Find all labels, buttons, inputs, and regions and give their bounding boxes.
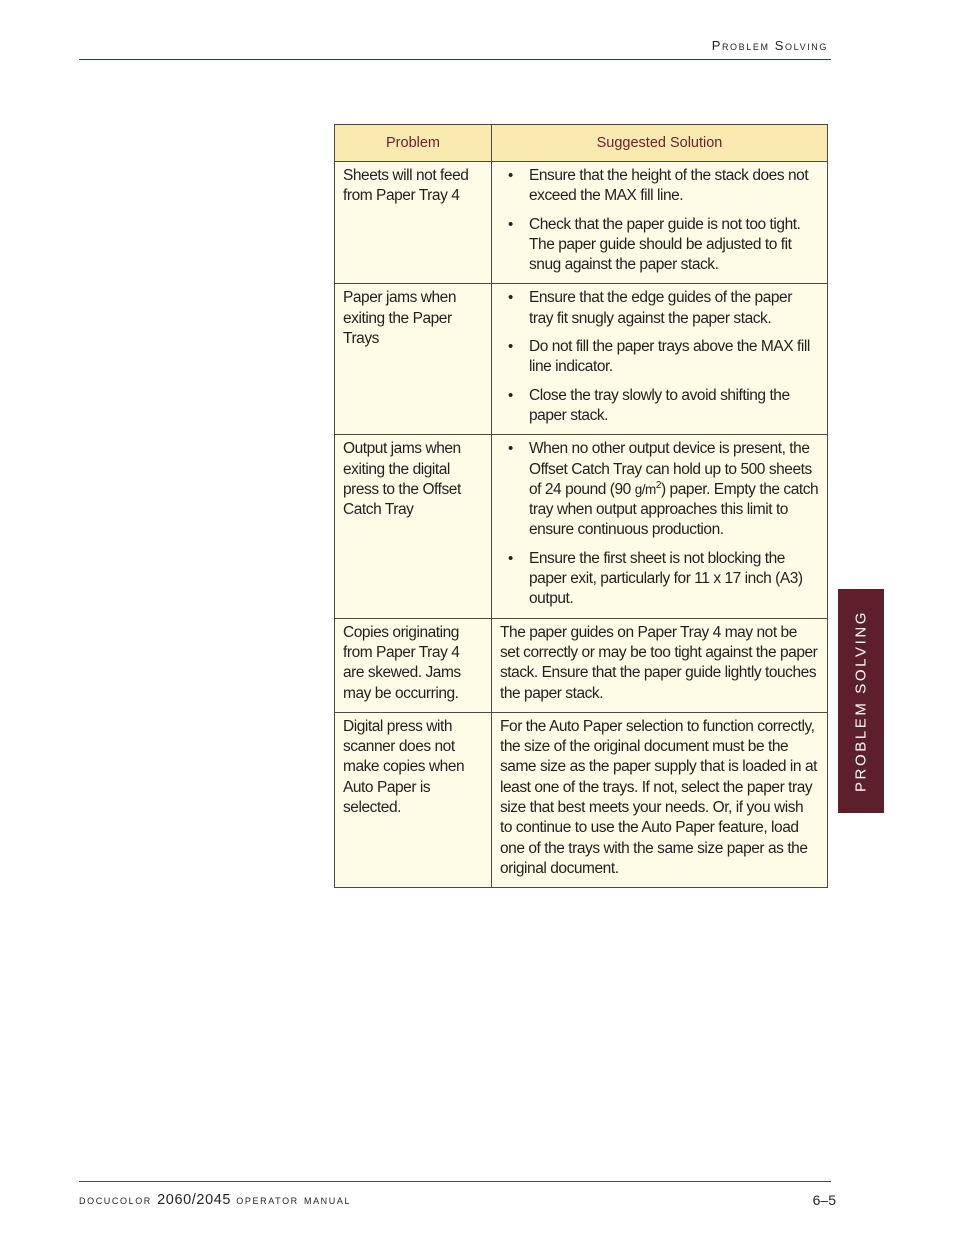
- unit-text: g/m: [634, 481, 656, 497]
- bullet-icon: •: [508, 167, 513, 184]
- list-item: • Ensure the first sheet is not blocking the paper exit, particularly for 11 x 17 inch (A3) output.: [508, 549, 803, 608]
- problem-solution-table: [334, 124, 828, 888]
- solution-cell: [492, 712, 828, 887]
- table-row: [335, 284, 828, 435]
- table-header-row: [335, 125, 828, 162]
- bullet-icon: •: [508, 386, 513, 404]
- solution-list: [500, 288, 819, 426]
- table-row: [335, 162, 828, 284]
- table-row: [335, 712, 828, 887]
- list-item: • Ensure that the edge guides of the paper tray fit snugly against the paper stack.: [508, 289, 792, 327]
- footer-brand: docucolor: [79, 1192, 152, 1207]
- problem-cell: [335, 712, 492, 887]
- list-item: • Close the tray slowly to avoid shifting the paper stack.: [508, 386, 790, 424]
- problem-text: Copies originating from Paper Tray 4 are skewed. Jams may be occurring.: [343, 623, 461, 702]
- column-header-problem: Problem: [335, 125, 492, 162]
- solution-cell: [492, 284, 828, 435]
- footer-rule: [79, 1181, 831, 1182]
- problem-cell: [335, 435, 492, 618]
- list-item: • Do not fill the paper trays above the MAX fill line indicator.: [508, 338, 810, 376]
- solution-cell: [492, 618, 828, 712]
- bullet-icon: •: [508, 289, 513, 307]
- solution-list: [500, 439, 819, 609]
- footer-manual: operator manual: [236, 1192, 352, 1207]
- running-header: Problem Solving: [711, 38, 828, 53]
- superscript: 2: [655, 479, 661, 491]
- section-tab-label: PROBLEM SOLVING: [852, 609, 870, 793]
- section-tab: [838, 589, 884, 813]
- page-number: 6–5: [812, 1192, 836, 1208]
- solution-cell: [492, 435, 828, 618]
- problem-cell: [335, 162, 492, 284]
- problem-cell: [335, 284, 492, 435]
- solution-text: The paper guides on Paper Tray 4 may not be set correctly or may be too tight against the paper stack. Ensure that the paper guide lightly touches the paper stack.: [500, 623, 818, 702]
- solution-text: For the Auto Paper selection to function correctly, the size of the original document must be the same size as the paper supply that is loaded in at least one of the trays. If not, select the paper tray size that best meets your needs. Or, if you wish to continue to use the Auto Paper feature, load one of the trays with the same size paper as the original document.: [500, 717, 817, 877]
- problem-text: Paper jams when exiting the Paper Trays: [343, 289, 457, 348]
- table-row: [335, 618, 828, 712]
- bullet-icon: •: [508, 440, 513, 458]
- header-rule: [79, 59, 831, 60]
- bullet-icon: •: [508, 338, 513, 356]
- bullet-icon: •: [508, 549, 513, 567]
- list-item: • When no other output device is present, the Offset Catch Tray can hold up to 500 sheets of 24 pound (90 $g/m^2$) paper. Empty the catch tray when output approaches this limit to ensure continuous production.: [508, 440, 819, 539]
- problem-cell: [335, 618, 492, 712]
- solution-cell: [492, 162, 828, 284]
- problem-text: Output jams when exiting the digital press to the Offset Catch Tray: [343, 440, 461, 519]
- list-item: • Check that the paper guide is not too tight. The paper guide should be adjusted to fit snug against the paper stack.: [508, 215, 801, 274]
- column-header-solution: Suggested Solution: [492, 125, 828, 162]
- table-row: [335, 435, 828, 618]
- problem-text: Digital press with scanner does not make copies when Auto Paper is selected.: [343, 717, 465, 817]
- footer-manual-title: [79, 1192, 351, 1208]
- list-item: • Ensure that the height of the stack does not exceed the MAX fill line.: [508, 167, 809, 205]
- footer-model: 2060/2045: [157, 1192, 232, 1208]
- solution-list: [500, 166, 819, 275]
- bullet-icon: •: [508, 215, 513, 233]
- problem-text: Sheets will not feed from Paper Tray 4: [343, 167, 469, 205]
